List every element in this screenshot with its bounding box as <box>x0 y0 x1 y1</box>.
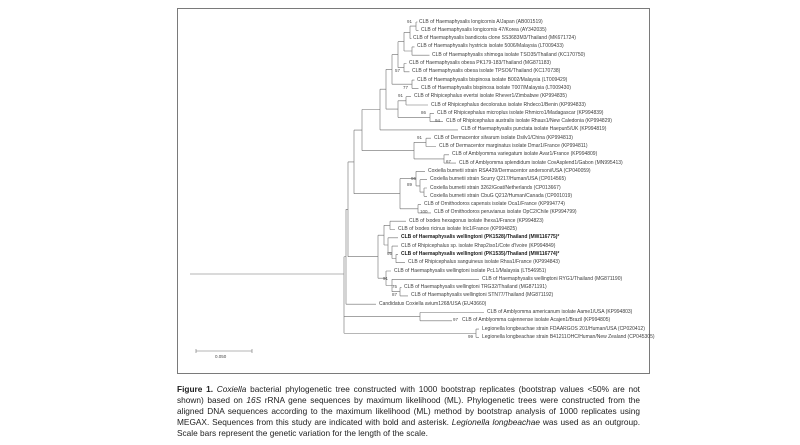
taxon-label: CLB of Haemaphysalis obesa isolate TPSO6/Thailand (KC170738) <box>412 68 561 75</box>
caption-text-segment: Legionella longbeachae <box>451 417 540 428</box>
taxon-label: CLB of Haemaphysalis bispinosa isolate B002/Malaysia (LT009429) <box>417 76 568 83</box>
caption-text-segment: rRNA gene sequences by maximum likelihood (ML). Phylogenetic trees were constructed from the aligned DNA sequences according to the maximum likelihood (ML) method by bootstrap analysis of 1000 replicates using MEGAX. Sequences from this study are indicated with bold and asterisk. <box>177 395 640 428</box>
taxon-label: CLB of Haemaphysalis wellingtoni STN77/Thailand (MG871192) <box>411 292 554 299</box>
taxon-label: CLB of Haemaphysalis shimoga isolate TSO35/Thailand (KC170750) <box>432 51 586 58</box>
taxon-label: CLB of Dermacentor marginatus isolate Dmar1/France (KP994811) <box>439 143 588 149</box>
bootstrap-value: 99 <box>468 333 474 339</box>
taxon-label: CLB of Rhipicephalus decoloratus isolate Rhdeco1/Benin (KP994833) <box>431 101 586 108</box>
bootstrap-value: 91 <box>398 93 404 99</box>
taxon-label: CLB of Rhipicephalus evertsi isolate Rhever1/Zimbabwe (KP994835) <box>414 93 567 100</box>
taxon-label: CLB of Rhipicephalus sp. isolate Rhsp2iso1/Cote d'Ivoire (KP994849) <box>401 242 556 249</box>
taxon-label: Candidatus Coxiella avium1268/USA (EU43660) <box>379 300 487 307</box>
taxon-label: CLB of Ornithodoros peruvianus isolate OpC2/Chile (KP994799) <box>434 209 577 216</box>
taxon-label: CLB of Ixodes ricinus isolate Iric1/France (KP994825) <box>398 226 517 232</box>
taxon-label: CLB of Rhipicephalus australis isolate Rhaus1/New Caledonia (KP994829) <box>446 118 612 125</box>
taxon-label: CLB of Haemaphysalis longicornis A/Japan (AB001519) <box>419 18 543 25</box>
taxon-label: CLB of Haemaphysalis wellingtoni RYG1/Thailand (MG871190) <box>482 275 623 282</box>
caption-text-segment: 16S <box>246 395 262 406</box>
taxon-label: CLB of Ornithodoros capensis isolate Oca1/France (KP994774) <box>424 201 565 208</box>
taxon-label-outgroup: Legionella longbeachae strain FDAARGOS 201/Human/USA (CP020412) <box>482 325 645 332</box>
bootstrap-value: 86 <box>421 109 427 115</box>
taxon-label: CLB of Amblyomma americanum isolate Aame1/USA (KP994803) <box>487 309 633 315</box>
taxon-label: CLB of Amblyomma splendidum isolate CovAsplend1/Gabon (MN995413) <box>459 159 623 166</box>
taxon-label: Coxiella burnetii strain 3262/Goat/Netherlands (CP013667) <box>430 184 561 191</box>
caption-text-segment: bacterial phylogenetic tree constructed with 1000 bootstrap replicates (bootstrap values <50% are not shown) based on <box>177 384 640 406</box>
bootstrap-value: 91 <box>383 275 389 281</box>
taxon-label-study-sequence: CLB of Haemaphysalis wellingtoni (PK1535)/Thailand (MW116774)* <box>401 250 560 257</box>
taxon-label: CLB of Rhipicephalus sanguineus isolate Rhsa1/France (KP994843) <box>408 259 560 266</box>
taxon-label: Coxiella burnetii strain Scurry Q217/Human/USA (CP014565) <box>430 176 566 183</box>
bootstrap-value: 89 <box>407 182 413 188</box>
taxon-label: CLB of Amblyomma variegatum isolate Avar1/France (KP994809) <box>452 151 598 158</box>
bootstrap-value: 87 <box>392 292 398 298</box>
caption-text-segment: was used as an outgroup. Scale bars represent the genetic variation for the length of the scale. <box>177 417 641 439</box>
taxon-label: CLB of Haemaphysalis wellingtoni TRG32/Thailand (MG871191) <box>404 284 547 291</box>
bootstrap-value: 96 <box>411 176 417 182</box>
bootstrap-value: 100 <box>420 209 428 215</box>
taxon-label: CLB of Haemaphysalis bispinosa isolate T007/Malaysia (LT009430) <box>421 84 571 91</box>
bootstrap-value: 91 <box>417 134 423 140</box>
taxon-label: CLB of Amblyomma cajennense isolate Acajen1/Brazil (KP994805) <box>462 317 611 324</box>
taxon-label-study-sequence: CLB of Haemaphysalis wellingtoni (PK1528)/Thailand (MW116775)* <box>401 234 560 241</box>
taxon-label: CLB of Haemaphysalis punctata isolate Haepun5/UK (KP994819) <box>461 126 607 133</box>
figure-caption <box>177 384 640 439</box>
taxon-label: CLB of Ixodes hexagonus isolate Ihexa1/France (KP994823) <box>409 217 544 224</box>
taxon-label: CLB of Haemaphysalis bandicota clone SS3683M3/Thailand (MK671724) <box>413 35 576 42</box>
scale-bar-label: 0.050 <box>215 354 227 359</box>
bootstrap-value: 67 <box>446 158 452 164</box>
taxon-label: CLB of Haemaphysalis longicornis 47/Korea (AY342035) <box>421 26 547 33</box>
taxon-label: CLB of Haemaphysalis obesa PK179-183/Thailand (MG871183) <box>409 60 551 66</box>
bootstrap-value: 77 <box>403 84 409 90</box>
taxon-label: CLB of Haemaphysalis hystricis isolate 5006/Malaysia (LT009433) <box>417 43 564 50</box>
bootstrap-value: 97 <box>453 317 459 323</box>
bootstrap-value: 75 <box>392 284 398 290</box>
taxon-label: CLB of Rhipicephalus microplus isolate Rhmicro1/Madagascar (KP994839) <box>437 109 604 116</box>
bootstrap-value: 57 <box>395 68 401 74</box>
bootstrap-value: 95 <box>387 250 393 256</box>
taxon-label-outgroup: Legionella longbeachae strain B41211OHC/Human/New Zealand (CP045305) <box>482 333 655 340</box>
taxon-label: Coxiella burnetii strain CbuG Q212/Human/Canada (CP001019) <box>430 192 573 199</box>
taxon-label: CLB of Haemaphysalis wellingtoni isolate PcL1/Malaysia (LT546951) <box>394 267 547 274</box>
taxon-label: Coxiella burnetii strain RSA439/Dermacentor andersoni/USA (CP040059) <box>428 167 591 174</box>
caption-text-segment: Coxiella <box>216 384 247 394</box>
caption-figure-number: Figure 1. <box>177 384 217 394</box>
taxon-label: CLB of Dermacentor silvarum isolate Dsilv1/China (KP994813) <box>434 134 573 141</box>
bootstrap-value: 94 <box>435 118 441 124</box>
bootstrap-value: 91 <box>407 18 413 24</box>
